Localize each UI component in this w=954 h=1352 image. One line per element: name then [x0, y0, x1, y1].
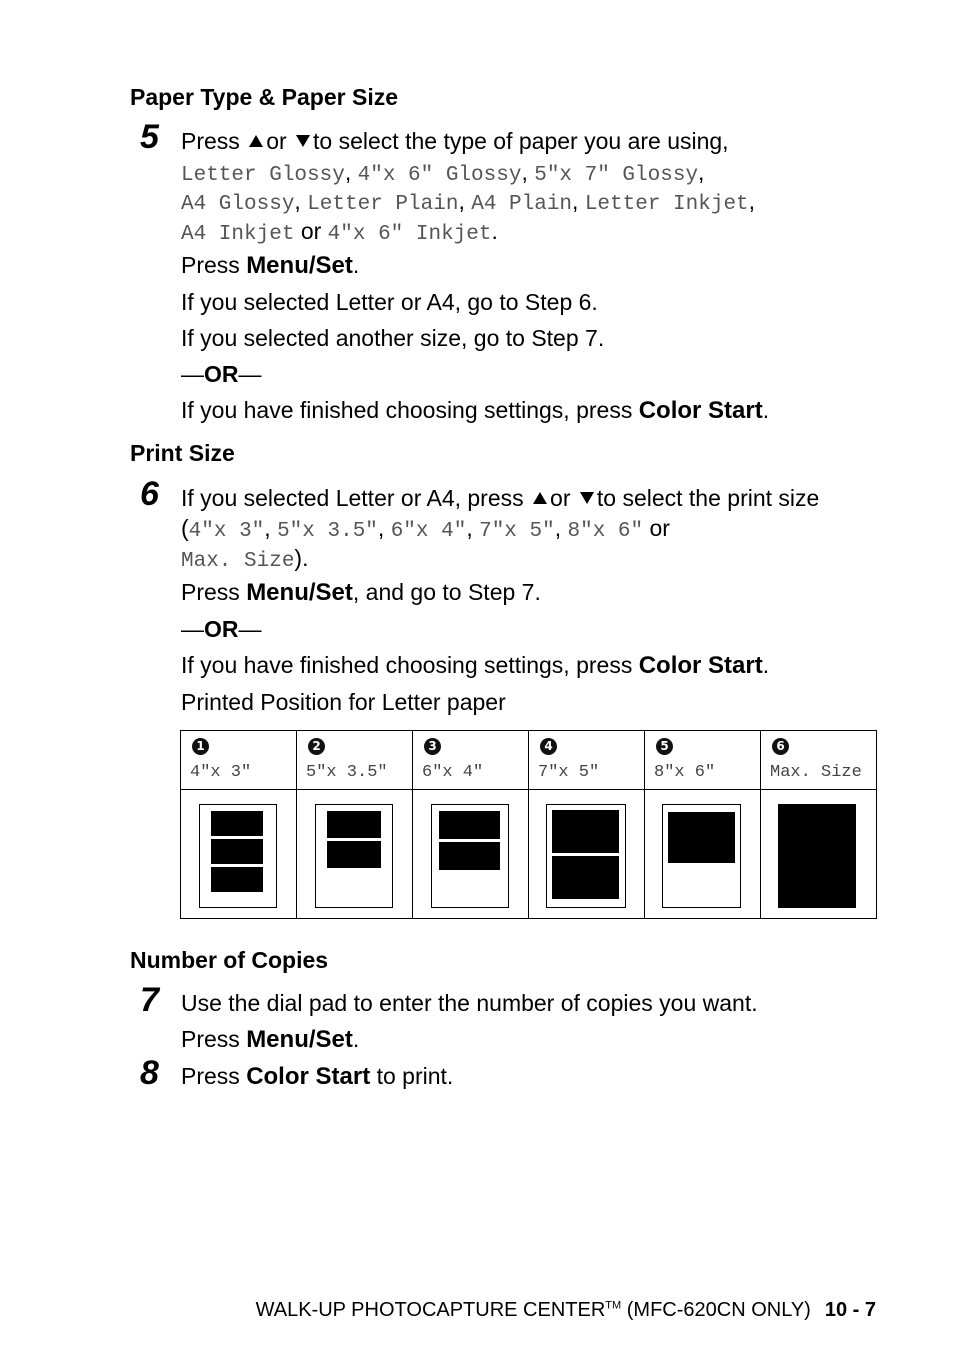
- section-heading-print-size: Print Size: [130, 440, 235, 466]
- or-divider: —OR—: [181, 616, 262, 642]
- table-header-cell: [529, 731, 645, 790]
- size-label: 7"x 5": [538, 763, 600, 782]
- layout-diagram-cell: [413, 790, 529, 919]
- layout-diagram-cell: [529, 790, 645, 919]
- photo-block: [439, 811, 500, 839]
- photo-block: [211, 839, 263, 864]
- step7-press-menu-set: Press Menu/Set.: [181, 1026, 360, 1053]
- paper-type-options-line2: A4 Glossy, Letter Plain, A4 Plain, Letter Inkjet,: [181, 188, 756, 216]
- step-number-5: 5: [140, 118, 159, 156]
- layout-diagram-cell: [761, 790, 877, 919]
- up-arrow-icon: [249, 135, 263, 147]
- layout-diagram-cell: [297, 790, 413, 919]
- step6-finished: If you have finished choosing settings, press Color Start.: [181, 652, 770, 679]
- photo-block: [439, 842, 500, 870]
- up-arrow-icon: [533, 492, 547, 504]
- table-header-cell: [761, 731, 877, 790]
- step5-finished: If you have finished choosing settings, press Color Start.: [181, 397, 770, 424]
- printed-position-caption: Printed Position for Letter paper: [181, 689, 506, 715]
- photo-block: [327, 841, 381, 868]
- step-number-7: 7: [140, 981, 159, 1019]
- down-arrow-icon: [580, 492, 594, 504]
- step5-if-other: If you selected another size, go to Step 7.: [181, 325, 605, 351]
- page-number: 10 - 7: [824, 1299, 876, 1321]
- paper-type-options-line1: Letter Glossy, 4"x 6" Glossy, 5"x 7" Glossy,: [181, 159, 705, 187]
- photo-block: [327, 811, 381, 838]
- step5-instruction: Press or to select the type of paper you are using,: [181, 128, 729, 154]
- circled-number: 2: [308, 738, 325, 755]
- step5-if-letter: If you selected Letter or A4, go to Step 6.: [181, 289, 598, 315]
- step-number-6: 6: [140, 475, 159, 513]
- size-label: 8"x 6": [654, 763, 716, 782]
- step8-instruction: Press Color Start to print.: [181, 1063, 454, 1090]
- circled-number: 6: [772, 738, 789, 755]
- print-size-options-line2: Max. Size).: [181, 545, 309, 573]
- paper-sheet: [662, 804, 741, 908]
- size-label: Max. Size: [770, 763, 862, 782]
- down-arrow-icon: [296, 135, 310, 147]
- page-footer: WALK-UP PHOTOCAPTURE CENTER™ (MFC-620CN ONLY) 10 - 7: [255, 1299, 876, 1321]
- circled-number: 5: [656, 738, 673, 755]
- table-header-cell: [181, 731, 297, 790]
- or-divider: —OR—: [181, 361, 262, 387]
- paper-sheet: [431, 804, 509, 908]
- size-label: 4"x 3": [190, 763, 252, 782]
- size-label: 5"x 3.5": [306, 763, 388, 782]
- size-label: 6"x 4": [422, 763, 484, 782]
- step-number-8: 8: [140, 1054, 159, 1092]
- step7-instruction: Use the dial pad to enter the number of copies you want.: [181, 990, 758, 1016]
- paper-sheet: [315, 804, 393, 908]
- table-header-cell: [413, 731, 529, 790]
- layout-diagram-cell: [181, 790, 297, 919]
- step6-instruction: If you selected Letter or A4, press or to select the print size: [181, 485, 820, 511]
- layout-diagram-cell: [645, 790, 761, 919]
- photo-block: [552, 810, 619, 853]
- table-header-row: [181, 731, 877, 790]
- photo-block: [668, 812, 735, 863]
- print-position-table: [180, 730, 877, 919]
- photo-block: [552, 856, 619, 899]
- paper-sheet: [546, 804, 626, 908]
- circled-number: 1: [192, 738, 209, 755]
- table-header-cell: [645, 731, 761, 790]
- print-size-options-line1: (4"x 3", 5"x 3.5", 6"x 4", 7"x 5", 8"x 6" or: [181, 515, 670, 543]
- section-heading-number-of-copies: Number of Copies: [130, 947, 329, 973]
- photo-block: [211, 867, 263, 892]
- circled-number: 4: [540, 738, 557, 755]
- table-diagram-row: [181, 790, 877, 919]
- circled-number: 3: [424, 738, 441, 755]
- section-heading-paper-type: Paper Type & Paper Size: [130, 84, 399, 110]
- step6-press-menu-set: Press Menu/Set, and go to Step 7.: [181, 579, 541, 606]
- photo-block: [778, 804, 856, 908]
- photo-block: [211, 811, 263, 836]
- table-header-cell: [297, 731, 413, 790]
- step5-press-menu-set: Press Menu/Set.: [181, 252, 360, 279]
- paper-sheet: [199, 804, 277, 908]
- paper-type-options-line3: A4 Inkjet or 4"x 6" Inkjet.: [181, 218, 498, 246]
